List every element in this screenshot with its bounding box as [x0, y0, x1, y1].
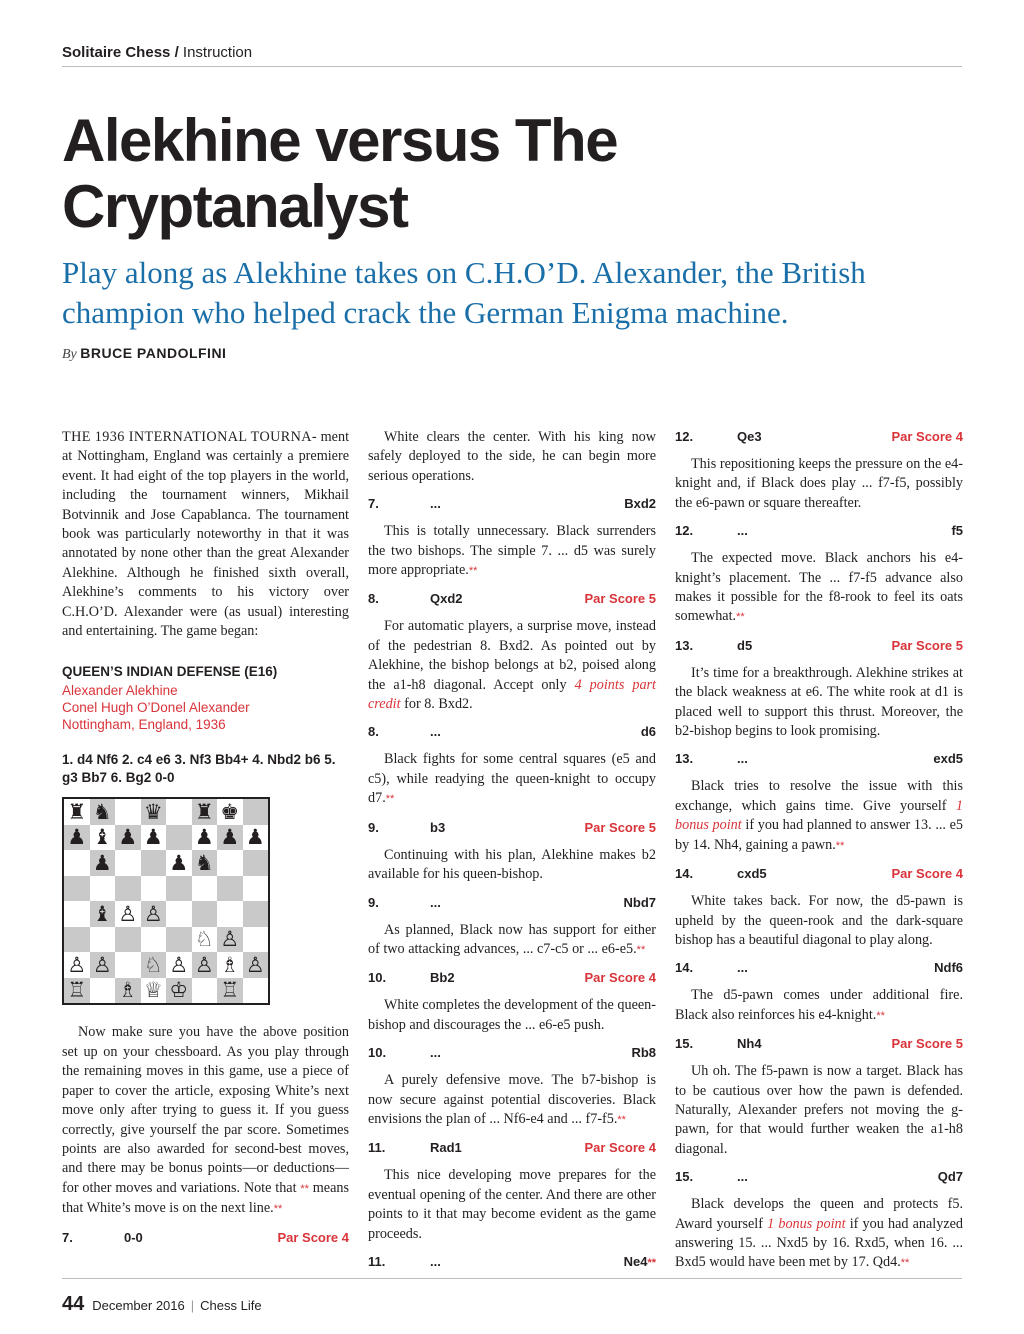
move-ellipsis: ...: [430, 724, 441, 740]
chess-piece-icon: ♙: [92, 952, 112, 977]
move-number: 11.: [368, 1253, 386, 1269]
board-square: [64, 952, 90, 978]
move-number: 14.: [675, 960, 694, 976]
move-notation: Qxd2: [430, 591, 463, 607]
annotation-text: For automatic players, a surprise move, instead of the pedestrian 8. Bxd2. As pointed out by Alekhine, the bishop belongs at b2, poised along the a1-h8 diagonal. Accept only: [368, 618, 656, 693]
chess-piece-icon: ♔: [169, 978, 189, 1003]
bonus-note: 1 bonus point: [767, 1215, 846, 1232]
move-row: [368, 1044, 656, 1062]
chess-piece-icon: ♕: [143, 978, 163, 1003]
board-square: [115, 978, 141, 1004]
board-square: [166, 927, 192, 953]
move-ellipsis: ...: [430, 496, 441, 512]
board-square: [166, 876, 192, 902]
move-number: 10.: [368, 970, 387, 986]
black-move: Rb8: [631, 1045, 656, 1061]
par-score: Par Score 4: [584, 1140, 656, 1156]
move-row: [368, 819, 656, 837]
author-name: BRUCE PANDOLFINI: [80, 345, 227, 361]
board-square: [115, 927, 141, 953]
black-move: Ndf6: [934, 960, 963, 976]
move-row: [368, 495, 656, 513]
chess-piece-icon: ♘: [194, 927, 214, 952]
move-row: [368, 894, 656, 912]
move-row: [675, 959, 963, 977]
star-marker: **: [385, 793, 395, 806]
section-slash: /: [174, 44, 179, 61]
par-score: Par Score 4: [891, 429, 963, 444]
annotation-text: The d5-pawn comes under additional fire. Black also reinforces his e4-knight.: [675, 987, 963, 1023]
black-player: Conel Hugh O’Donel Alexander: [62, 700, 250, 716]
board-square: [166, 952, 192, 978]
black-move: Qd7: [937, 1169, 963, 1185]
intro-paragraph: [62, 428, 349, 641]
move-row: [675, 1168, 963, 1186]
board-square: [90, 876, 116, 902]
chess-piece-icon: ♟: [194, 825, 214, 850]
annotation: It’s time for a breakthrough. Alekhine strikes at the black weakness at e6. The white rook at d1 is placed well to support this thrust. Moreover, the b2-bishop begins to look promising.: [675, 664, 963, 740]
annotation-text: for 8. Bxd2.: [404, 696, 473, 713]
annotation-text: Black develops the queen and protects f5. Award yourself: [675, 1196, 963, 1232]
board-square: [141, 952, 167, 978]
par-score: Par Score 4: [584, 970, 656, 986]
annotation: [368, 1071, 656, 1130]
move-number: 8.: [368, 591, 379, 607]
column-1: [62, 428, 349, 1256]
chess-piece-icon: ♜: [67, 799, 87, 824]
move-notation: Nh4: [737, 1036, 762, 1052]
move-ellipsis: ...: [737, 523, 748, 539]
opening-moves: 1. d4 Nf6 2. c4 e6 3. Nf3 Bb4+ 4. Nbd2 b6 5. g3 Bb7 6. Bg2 0-0: [62, 752, 336, 786]
move-row: [368, 723, 656, 741]
move-row: [62, 1229, 349, 1247]
board-square: [141, 799, 167, 825]
annotation: [675, 777, 963, 856]
move-ellipsis: ...: [430, 1045, 441, 1061]
board-square: [64, 901, 90, 927]
byline-label: By: [62, 347, 77, 362]
move-number: 13.: [675, 751, 694, 767]
move-notation: Qe3: [737, 429, 762, 444]
board-square: [217, 952, 243, 978]
annotation-text: A purely defensive move. The b7-bishop is now secure against potential discoveries. Black envisions the plan of ... Nf6-e4 and ... f7-f5.: [368, 1072, 656, 1127]
annotation-text: This is totally unnecessary. Black surrenders the two bishops. The simple 7. ... d5 was surely more appropriate.: [368, 523, 656, 579]
board-square: [192, 927, 218, 953]
annotation: Continuing with his plan, Alekhine makes b2 available for his queen-bishop.: [368, 846, 656, 883]
annotation: This nice developing move prepares for the eventual opening of the center. And there are other points to it that may become evident as the game proceeds.: [368, 1167, 656, 1242]
black-move-text: Ne4: [623, 1253, 648, 1269]
black-move: [624, 1253, 656, 1272]
board-square: [166, 825, 192, 851]
move-number: 10.: [368, 1045, 387, 1061]
annotation: [368, 750, 656, 809]
game-event: Nottingham, England, 1936: [62, 717, 226, 733]
board-square: [141, 927, 167, 953]
move-row: [368, 590, 656, 608]
star-marker: **: [468, 565, 478, 578]
move-ellipsis: ...: [737, 960, 748, 976]
chess-piece-icon: ♙: [245, 952, 265, 977]
chess-piece-icon: ♖: [67, 978, 87, 1003]
chess-piece-icon: ♝: [92, 901, 112, 926]
page-footer: [62, 1293, 262, 1316]
section-kicker: [62, 44, 252, 61]
star-marker: **: [835, 839, 845, 852]
move-row: [675, 1035, 963, 1053]
footer-rule: [62, 1278, 962, 1279]
move-number: 8.: [368, 724, 379, 740]
board-square: [192, 901, 218, 927]
move-row: [368, 1139, 656, 1157]
board-square: [243, 978, 269, 1004]
move-notation: Bb2: [430, 970, 455, 986]
board-square: [192, 952, 218, 978]
chess-piece-icon: ♙: [169, 952, 189, 977]
move-number: 9.: [368, 819, 379, 835]
board-square: [217, 825, 243, 851]
annotation: [675, 1195, 963, 1274]
board-square: [166, 850, 192, 876]
article-subtitle: Play along as Alekhine takes on C.H.O’D. Alexander, the British champion who helped crack the German Enigma machine.: [62, 255, 866, 330]
board-square: [64, 850, 90, 876]
board-square: [64, 978, 90, 1004]
chess-piece-icon: ♜: [194, 799, 214, 824]
chess-piece-icon: ♝: [92, 825, 112, 850]
par-score: Par Score 4: [277, 1229, 349, 1245]
chess-piece-icon: ♟: [220, 825, 240, 850]
annotation: This repositioning keeps the pressure on the e4-knight and, if Black does play ... f7-f5, possibly the e6-pawn or square thereafter.: [675, 456, 963, 511]
par-score: Par Score 5: [891, 637, 963, 653]
move-ellipsis: ...: [737, 1169, 748, 1185]
par-score: Par Score 5: [891, 1036, 963, 1052]
star-marker: **: [647, 1256, 656, 1269]
move-number: 9.: [368, 894, 379, 910]
par-score: Par Score 5: [584, 819, 656, 835]
chess-piece-icon: ♚: [220, 799, 240, 824]
intro-lead: THE 1936 INTERNATIONAL TOURNA-: [62, 429, 318, 445]
board-square: [64, 799, 90, 825]
board-square: [90, 850, 116, 876]
issue-date: December 2016: [92, 1298, 185, 1313]
chess-piece-icon: ♟: [67, 825, 87, 850]
move-notation: Rad1: [430, 1140, 462, 1156]
annotation: Uh oh. The f5-pawn is now a target. Black has to be cautious over how the pawn is defended. Naturally, Alexander prefers not moving the g-pawn, for that would further weaken the a1-h8 diagonal.: [675, 1063, 963, 1157]
board-square: [115, 876, 141, 902]
bonus-note: 1 bonus point: [675, 797, 963, 834]
move-number: 12.: [675, 523, 694, 539]
board-square: [243, 850, 269, 876]
board-square: [90, 825, 116, 851]
board-square: [166, 901, 192, 927]
star-marker: **: [300, 1182, 309, 1195]
move-ellipsis: ...: [737, 751, 748, 767]
board-square: [192, 850, 218, 876]
page-number: 44: [62, 1293, 85, 1315]
board-square: [115, 799, 141, 825]
move-notation: 0-0: [124, 1229, 143, 1245]
move-row: [675, 865, 963, 883]
move-row: [368, 969, 656, 987]
star-marker: **: [273, 1203, 283, 1216]
chess-piece-icon: ♞: [92, 799, 112, 824]
board-square: [192, 978, 218, 1004]
board-square: [217, 876, 243, 902]
opening-name: QUEEN’S INDIAN DEFENSE (E16): [62, 664, 278, 680]
move-row: [675, 428, 963, 446]
game-header: [62, 663, 349, 733]
move-number: 7.: [368, 496, 379, 512]
annotation: White takes back. For now, the d5-pawn is upheld by the queen-rook and the dark-square bishop has a beautiful diagonal to play along.: [675, 893, 963, 948]
chess-piece-icon: ♛: [143, 799, 163, 824]
credit-note: 4 points part credit: [368, 676, 656, 713]
chess-piece-icon: ♙: [118, 901, 138, 926]
black-move: f5: [951, 523, 963, 539]
header-rule: [62, 66, 962, 67]
star-marker: **: [636, 943, 646, 956]
chess-piece-icon: ♟: [143, 825, 163, 850]
move-number: 15.: [675, 1169, 694, 1185]
board-square: [64, 825, 90, 851]
move-ellipsis: ...: [430, 1253, 441, 1269]
chess-piece-icon: ♗: [220, 952, 240, 977]
chess-piece-icon: ♘: [143, 952, 163, 977]
annotation-text: if you had analyzed answering 15. ... Nxd5 by 16. Rxd5, when 16. ... Bxd5 would have been met by 17. Qd4.: [675, 1215, 964, 1271]
board-square: [192, 799, 218, 825]
board-square: [115, 850, 141, 876]
board-square: [166, 978, 192, 1004]
board-square: [64, 927, 90, 953]
column-2: [368, 428, 656, 1281]
chess-piece-icon: ♙: [194, 952, 214, 977]
board-square: [141, 978, 167, 1004]
board-square: [217, 978, 243, 1004]
annotation: White clears the center. With his king now safely deployed to the side, he can begin more serious operations.: [368, 429, 656, 484]
move-notation: cxd5: [737, 866, 767, 882]
black-move: exd5: [933, 751, 963, 767]
chess-piece-icon: ♞: [194, 850, 214, 875]
board-square: [90, 927, 116, 953]
board-square: [243, 952, 269, 978]
black-move: d6: [640, 724, 656, 740]
white-player: Alexander Alekhine: [62, 683, 178, 699]
annotation: [368, 522, 656, 581]
move-notation: d5: [737, 637, 753, 653]
board-square: [141, 850, 167, 876]
footer-separator: |: [190, 1298, 195, 1313]
move-number: 7.: [62, 1229, 73, 1245]
move-number: 12.: [675, 429, 694, 444]
move-row: [675, 750, 963, 768]
intro-text: ment at Nottingham, England was certainly a premiere event. It had eight of the top players in the world, including the tournament winners, Mikhail Botvinnik and Jose Capablanca. The tournament book was particularly noteworthy in that it was annotated by none other than the great Alexander Alekhine. Although he finished sixth overall, Alekhine’s comments to his victory over C.H.O’D. Alexander were (as usual) interesting and entertaining. The game began:: [62, 429, 350, 640]
board-square: [243, 901, 269, 927]
board-square: [90, 952, 116, 978]
board-square: [141, 825, 167, 851]
section-name: Solitaire Chess: [62, 44, 171, 61]
move-number: 13.: [675, 637, 694, 653]
chess-piece-icon: ♙: [220, 927, 240, 952]
board-square: [217, 927, 243, 953]
par-score: Par Score 4: [891, 866, 963, 882]
annotation-text: Black tries to resolve the issue with this exchange, which gains time. Give yourself: [675, 778, 963, 814]
magazine-name: Chess Life: [200, 1298, 262, 1313]
black-move: Bxd2: [624, 496, 656, 512]
move-number: 14.: [675, 866, 694, 882]
board-square: [243, 927, 269, 953]
board-square: [192, 876, 218, 902]
par-score: Par Score 5: [584, 591, 656, 607]
annotation: White completes the development of the queen-bishop and discourages the ... e6-e5 push.: [368, 997, 656, 1033]
board-square: [217, 850, 243, 876]
board-square: [243, 799, 269, 825]
board-square: [115, 825, 141, 851]
board-square: [115, 952, 141, 978]
chess-board-diagram: [62, 797, 270, 1005]
black-move: Nbd7: [623, 894, 656, 910]
move-row: [368, 1253, 656, 1272]
chess-piece-icon: ♗: [118, 978, 138, 1003]
column-3: [675, 428, 963, 1283]
board-square: [166, 799, 192, 825]
star-marker: **: [617, 1113, 626, 1126]
board-square: [141, 901, 167, 927]
chess-piece-icon: ♟: [169, 850, 189, 875]
instructions-paragraph: [62, 1023, 349, 1219]
annotation-text: The expected move. Black anchors his e4-knight’s placement. The ... f7-f5 advance also makes it possible for the f8-rook to feel its oats somewhat.: [675, 550, 963, 625]
star-marker: **: [900, 1257, 910, 1270]
move-number: 11.: [368, 1140, 386, 1156]
chess-piece-icon: ♟: [245, 825, 265, 850]
star-marker: **: [736, 611, 745, 624]
byline: [62, 345, 226, 363]
board-square: [217, 799, 243, 825]
chess-piece-icon: ♟: [92, 850, 112, 875]
chess-piece-icon: ♟: [118, 825, 138, 850]
instructions-text-b: means that White’s move is on the next line.: [62, 1179, 349, 1217]
board-square: [192, 825, 218, 851]
move-row: [675, 637, 963, 655]
move-notation: b3: [430, 819, 446, 835]
move-number: 15.: [675, 1036, 694, 1052]
board-square: [115, 901, 141, 927]
board-square: [217, 901, 243, 927]
board-square: [90, 901, 116, 927]
board-square: [90, 799, 116, 825]
move-ellipsis: ...: [430, 894, 441, 910]
annotation: [368, 617, 656, 714]
board-square: [243, 876, 269, 902]
annotation-text: if you had planned to answer 13. ... e5 by 14. Nh4, gaining a pawn.: [675, 817, 964, 853]
annotation: [675, 986, 963, 1026]
section-category: Instruction: [182, 44, 253, 61]
article-title: Alekhine versus The Cryptanalyst: [62, 107, 618, 240]
board-square: [243, 825, 269, 851]
board-square: [90, 978, 116, 1004]
chess-piece-icon: ♖: [220, 978, 240, 1003]
annotation: [368, 921, 656, 961]
annotation-text: As planned, Black now has support for either of two attacking advances, ... c7-c5 or ... e6-e5.: [368, 921, 656, 957]
board-square: [141, 876, 167, 902]
annotation-text: Black fights for some central squares (e5 and c5), while readying the queen-knight to occupy d7.: [368, 751, 656, 807]
chess-piece-icon: ♙: [67, 952, 87, 977]
board-square: [64, 876, 90, 902]
instructions-text-a: Now make sure you have the above position set up on your chessboard. As you play through the remaining moves in this game, use a piece of paper to cover the article, exposing White’s next move only after trying to guess it. If you guess correctly, give yourself the par score. Sometimes points are also awarded for second-best moves, and there may be bonus points—or deductions—for other moves and variations. Note that: [62, 1024, 349, 1196]
chess-piece-icon: ♙: [143, 901, 163, 926]
move-row: [675, 522, 963, 540]
star-marker: **: [876, 1009, 885, 1022]
annotation: [675, 549, 963, 628]
